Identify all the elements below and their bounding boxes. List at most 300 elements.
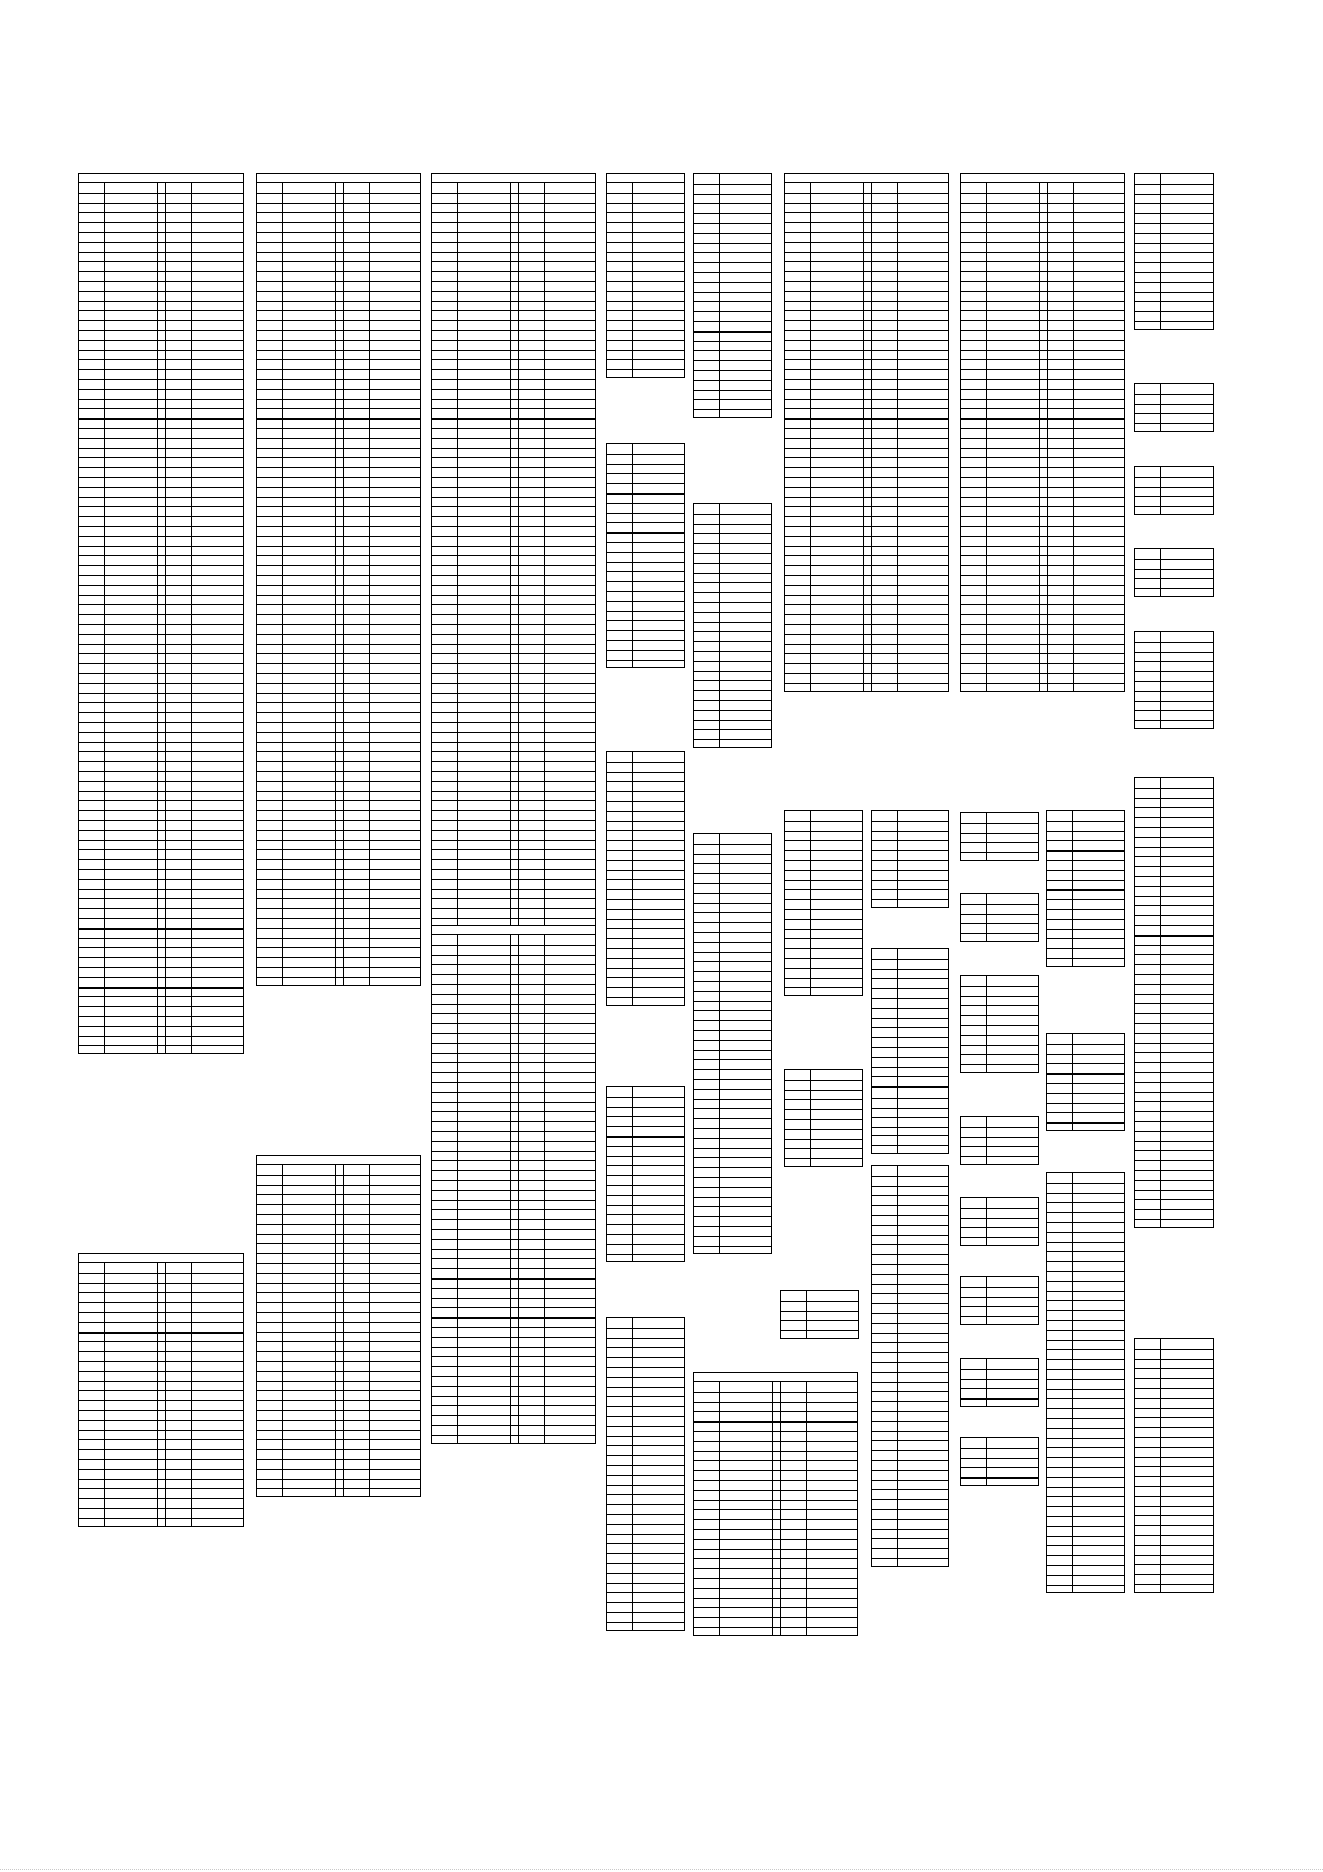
table-row-rule (607, 340, 684, 341)
table-row-rule (1135, 1564, 1213, 1565)
table-row-rule (694, 739, 771, 740)
table-row-rule (1135, 905, 1213, 906)
table-row-rule (1135, 1359, 1213, 1360)
table-row-rule (785, 1119, 862, 1120)
table-row-rule (1135, 1368, 1213, 1369)
table-column-split (157, 183, 158, 1053)
table-row-rule (961, 1005, 1038, 1006)
table-row-rule (872, 1499, 948, 1500)
table-block (784, 173, 949, 692)
table-row-rule (961, 1137, 1038, 1138)
table-row-rule (1135, 404, 1213, 405)
table-row-rule (872, 831, 948, 832)
table-row-rule (1135, 1476, 1213, 1477)
table-row-rule (607, 938, 684, 939)
table-row-rule (785, 958, 862, 959)
table-row-rule (785, 968, 862, 969)
table-row-rule (781, 1301, 858, 1302)
table-block (606, 443, 685, 668)
table-block (1134, 777, 1214, 1228)
table-row-rule (694, 1148, 771, 1149)
table-row-rule (607, 601, 684, 602)
table-row-rule (1135, 1349, 1213, 1350)
table-index-column-rule (1072, 1173, 1073, 1592)
table-row-rule (694, 961, 771, 962)
table-row-rule (1047, 1261, 1124, 1262)
table-row-rule (1135, 964, 1213, 965)
table-row-rule (607, 454, 684, 455)
table-row-rule (872, 1176, 948, 1177)
table-row-rule (1135, 559, 1213, 560)
table-index-column-rule (104, 183, 105, 1053)
table-row-rule (694, 854, 771, 855)
table-row-rule (1047, 1555, 1124, 1556)
table-row-rule (1135, 588, 1213, 589)
table-index-column-rule (544, 935, 545, 1443)
table-row-rule (1135, 652, 1213, 653)
table-row-rule (607, 1136, 684, 1138)
table-row-rule (607, 464, 684, 465)
table-block (431, 173, 596, 986)
table-row-rule (694, 651, 771, 652)
table-row-rule (785, 889, 862, 890)
table-row-rule (694, 321, 771, 322)
table-row-rule (694, 1187, 771, 1188)
table-row-rule (607, 473, 684, 474)
table-row-rule (607, 1347, 684, 1348)
table-row-rule (872, 1018, 948, 1019)
table-row-rule (607, 1214, 684, 1215)
table-row-rule (607, 968, 684, 969)
table-row-rule (872, 1529, 948, 1530)
table-row-rule (872, 978, 948, 979)
table-row-rule (1047, 1467, 1124, 1468)
table-row-rule (1047, 1379, 1124, 1380)
table-row-rule (1135, 578, 1213, 579)
table-index-column-rule (986, 1277, 987, 1324)
table-row-rule (872, 1108, 948, 1109)
table-row-rule (694, 942, 771, 943)
table-row-rule (607, 562, 684, 563)
table-row-rule (607, 1185, 684, 1186)
table-row-rule (1047, 840, 1124, 841)
table-row-rule (961, 1146, 1038, 1147)
table-block (1046, 1033, 1125, 1131)
table-row-rule (961, 1316, 1038, 1317)
table-row-rule (1135, 194, 1213, 195)
table-block (960, 173, 1125, 692)
table-row-rule (961, 1025, 1038, 1026)
table-row-rule (1047, 1369, 1124, 1370)
table-row-rule (1135, 1062, 1213, 1063)
table-row-rule (607, 772, 684, 773)
table-row-rule (1135, 691, 1213, 692)
table-row-rule (1047, 1389, 1124, 1390)
table-row-rule (607, 1602, 684, 1603)
table-row-rule (694, 903, 771, 904)
table-row-rule (1135, 925, 1213, 926)
table-row-rule (607, 977, 684, 978)
table-row-rule (607, 1328, 684, 1329)
table-row-rule (872, 1391, 948, 1392)
table-block (606, 1317, 685, 1631)
table-block (693, 503, 772, 748)
table-row-rule (607, 212, 684, 213)
table-row-rule (785, 987, 862, 988)
table-row-rule (1135, 710, 1213, 711)
table-row-rule (694, 1216, 771, 1217)
table-row-rule (1135, 661, 1213, 662)
table-column-split (165, 1263, 166, 1526)
table-row-rule (781, 1320, 858, 1321)
table-row-rule (607, 1195, 684, 1196)
table-row-rule (961, 1127, 1038, 1128)
table-row-rule (961, 1306, 1038, 1307)
table-header-bar (785, 174, 948, 183)
table-row-rule (607, 522, 684, 523)
table-column-split (157, 1263, 158, 1526)
table-row-rule (694, 292, 771, 293)
table-row-rule (785, 831, 862, 832)
table-row-rule (785, 1109, 862, 1110)
table-row-rule (607, 1612, 684, 1613)
table-row-rule (694, 622, 771, 623)
table-row-rule (1135, 1584, 1213, 1585)
table-column-split (335, 1165, 336, 1496)
table-row-rule (607, 350, 684, 351)
table-row-rule (694, 680, 771, 681)
table-block (1134, 383, 1214, 432)
table-row-rule (961, 1054, 1038, 1055)
table-row-rule (607, 1622, 684, 1623)
table-row-rule (1135, 223, 1213, 224)
table-row-rule (607, 1205, 684, 1206)
table-row-rule (607, 571, 684, 572)
table-row-rule (961, 1237, 1038, 1238)
table-column-split (518, 935, 519, 1443)
table-row-rule (1135, 1199, 1213, 1200)
table-row-rule (607, 958, 684, 959)
table-row-rule (607, 1338, 684, 1339)
table-row-rule (694, 1157, 771, 1158)
table-row-rule (694, 991, 771, 992)
table-row-rule (1135, 856, 1213, 857)
table-row-rule (607, 281, 684, 282)
table-row-rule (872, 880, 948, 881)
page-bottom-dotted-rule (0, 1869, 1323, 1870)
table-row-rule (694, 1118, 771, 1119)
table-header-bar (432, 926, 595, 935)
table-row-rule (1047, 1496, 1124, 1497)
table-row-rule (607, 581, 684, 582)
table-index-column-rule (632, 1318, 633, 1630)
table-block (960, 975, 1039, 1073)
table-block (1134, 173, 1214, 330)
table-row-rule (961, 1064, 1038, 1065)
table-row-rule (607, 591, 684, 592)
table-row-rule (694, 912, 771, 913)
table-row-rule (1047, 1585, 1124, 1586)
table-row-rule (607, 1514, 684, 1515)
table-row-rule (1047, 1428, 1124, 1429)
table-row-rule (1047, 1340, 1124, 1341)
table-index-column-rule (282, 1165, 283, 1496)
table-block (78, 1253, 244, 1527)
table-block (960, 1197, 1039, 1246)
table-row-rule (1135, 807, 1213, 808)
table-row-rule (872, 1421, 948, 1422)
table-row-rule (872, 1401, 948, 1402)
table-row-rule (1047, 831, 1124, 832)
table-row-rule (694, 1069, 771, 1070)
table-row-rule (694, 1226, 771, 1227)
table-index-column-rule (282, 183, 283, 985)
table-row-rule (1047, 919, 1124, 920)
table-row-rule (607, 271, 684, 272)
table-row-rule (1135, 837, 1213, 838)
table-row-rule (1047, 1330, 1124, 1331)
table-row-rule (1047, 1398, 1124, 1399)
table-row-rule (607, 291, 684, 292)
table-row-rule (872, 1098, 948, 1099)
table-row-rule (1047, 1310, 1124, 1311)
table-row-rule (785, 909, 862, 910)
table-row-rule (694, 252, 771, 253)
table-column-split (772, 1382, 773, 1635)
table-row-rule (694, 194, 771, 195)
table-row-rule (1135, 798, 1213, 799)
table-row-rule (607, 242, 684, 243)
table-row-rule (607, 203, 684, 204)
table-block (693, 1372, 858, 1636)
table-row-rule (694, 563, 771, 564)
table-row-rule (1135, 1033, 1213, 1034)
table-row-rule (1047, 1359, 1124, 1360)
table-block (606, 751, 685, 1006)
table-row-rule (607, 359, 684, 360)
table-header-bar (257, 1156, 420, 1165)
table-row-rule (1135, 1515, 1213, 1516)
table-row-rule (607, 889, 684, 890)
table-row-rule (961, 833, 1038, 834)
table-row-rule (1047, 1063, 1124, 1064)
table-row-rule (607, 483, 684, 484)
table-index-column-rule (369, 1165, 370, 1496)
table-row-rule (1047, 1083, 1124, 1084)
table-row-rule (872, 1548, 948, 1549)
table-row-rule (1135, 1398, 1213, 1399)
table-row-rule (694, 932, 771, 933)
table-row-rule (694, 592, 771, 593)
table-header-bar (961, 174, 1124, 183)
table-row-rule (1135, 788, 1213, 789)
table-row-rule (694, 1177, 771, 1178)
table-row-rule (607, 503, 684, 504)
table-row-rule (1135, 1447, 1213, 1448)
table-row-rule (607, 1254, 684, 1255)
table-row-rule (607, 860, 684, 861)
table-row-rule (607, 630, 684, 631)
table-row-rule (607, 620, 684, 621)
table-index-column-rule (719, 504, 720, 747)
table-row-rule (872, 1235, 948, 1236)
table-row-rule (1047, 1320, 1124, 1321)
table-row-rule (694, 883, 771, 884)
table-row-rule (872, 1008, 948, 1009)
table-column-split (518, 183, 519, 985)
table-column-split (343, 1165, 344, 1496)
table-column-split (1047, 183, 1048, 691)
table-row-rule (694, 729, 771, 730)
table-row-rule (1135, 1408, 1213, 1409)
table-row-rule (694, 893, 771, 894)
table-row-rule (1047, 1232, 1124, 1233)
table-row-rule (607, 1377, 684, 1378)
table-column-split (863, 183, 864, 691)
table-row-rule (872, 1244, 948, 1245)
table-row-rule (1135, 945, 1213, 946)
table-row-rule (1135, 423, 1213, 424)
table-index-column-rule (104, 1263, 105, 1526)
table-row-rule (1135, 1111, 1213, 1112)
table-row-rule (785, 850, 862, 851)
table-row-rule (694, 1246, 771, 1247)
table-row-rule (1047, 1516, 1124, 1517)
table-row-rule (1047, 1073, 1124, 1075)
table-row-rule (872, 1352, 948, 1353)
table-row-rule (1135, 1072, 1213, 1073)
table-row-rule (607, 1396, 684, 1397)
table-row-rule (961, 1035, 1038, 1036)
table-row-rule (872, 1254, 948, 1255)
table-row-rule (785, 880, 862, 881)
table-index-column-rule (1073, 183, 1074, 691)
table-row-rule (1135, 282, 1213, 283)
table-row-rule (1047, 958, 1124, 959)
table-row-rule (694, 720, 771, 721)
table-block (960, 1437, 1039, 1486)
table-row-rule (1135, 1555, 1213, 1556)
table-row-rule (961, 923, 1038, 924)
table-row-rule (694, 233, 771, 234)
table-row-rule (1047, 1242, 1124, 1243)
table-row-rule (694, 533, 771, 534)
table-row-rule (1135, 1082, 1213, 1083)
table-row-rule (607, 1244, 684, 1245)
table-row-rule (1047, 1183, 1124, 1184)
table-row-rule (694, 1020, 771, 1021)
table-index-column-rule (806, 1382, 807, 1635)
table-row-rule (781, 1330, 858, 1331)
table-row-rule (607, 1494, 684, 1495)
table-row-rule (607, 310, 684, 311)
table-row-rule (607, 513, 684, 514)
table-header-bar (607, 174, 684, 183)
table-row-rule (694, 301, 771, 302)
table-row-rule (607, 870, 684, 871)
table-row-rule (694, 543, 771, 544)
table-row-rule (1047, 1251, 1124, 1252)
table-row-rule (1135, 1013, 1213, 1014)
table-row-rule (694, 573, 771, 574)
table-row-rule (1135, 272, 1213, 273)
table-row-rule (694, 612, 771, 613)
table-index-column-rule (457, 183, 458, 985)
table-row-rule (961, 1388, 1038, 1389)
table-row-rule (607, 493, 684, 495)
table-row-rule (1135, 866, 1213, 867)
table-row-rule (607, 928, 684, 929)
table-index-column-rule (986, 1438, 987, 1485)
table-index-column-rule (632, 183, 633, 377)
table-row-rule (607, 1592, 684, 1593)
table-index-column-rule (806, 1291, 807, 1338)
table-row-rule (1135, 1101, 1213, 1102)
table-row-rule (785, 978, 862, 979)
table-row-rule (694, 952, 771, 953)
table-row-rule (1047, 1418, 1124, 1419)
table-row-rule (694, 1236, 771, 1237)
table-row-rule (1135, 1160, 1213, 1161)
table-row-rule (961, 933, 1038, 934)
table-row-rule (872, 1323, 948, 1324)
table-row-rule (607, 1234, 684, 1235)
table-block (960, 893, 1039, 942)
table-row-rule (1135, 184, 1213, 185)
table-row-rule (1135, 1545, 1213, 1546)
table-row-rule (872, 1372, 948, 1373)
table-row-rule (1135, 569, 1213, 570)
table-row-rule (607, 1367, 684, 1368)
table-row-rule (607, 1475, 684, 1476)
table-row-rule (785, 1148, 862, 1149)
table-row-rule (607, 330, 684, 331)
table-row-rule (785, 821, 862, 822)
table-row-rule (694, 1089, 771, 1090)
table-row-rule (961, 852, 1038, 853)
table-row-rule (607, 1107, 684, 1108)
table-row-rule (961, 1287, 1038, 1288)
table-row-rule (872, 1303, 948, 1304)
table-row-rule (961, 914, 1038, 915)
table-block (606, 173, 685, 378)
table-block (960, 1116, 1039, 1165)
table-row-rule (1047, 1281, 1124, 1282)
table-row-rule (607, 1416, 684, 1417)
table-row-rule (694, 1108, 771, 1109)
table-row-rule (607, 1406, 684, 1407)
table-row-rule (1135, 984, 1213, 985)
table-row-rule (961, 1458, 1038, 1459)
table-row-rule (694, 524, 771, 525)
table-row-rule (1047, 889, 1124, 891)
table-index-column-rule (897, 1088, 898, 1135)
table-row-rule (961, 1208, 1038, 1209)
table-index-column-rule (719, 834, 720, 1253)
table-row-rule (1135, 701, 1213, 702)
table-row-rule (785, 1139, 862, 1140)
table-row-rule (607, 1436, 684, 1437)
table-row-rule (694, 370, 771, 371)
table-row-rule (872, 1293, 948, 1294)
table-row-rule (872, 1558, 948, 1559)
table-row-rule (1047, 1487, 1124, 1488)
table-row-rule (872, 1037, 948, 1038)
table-row-rule (1135, 233, 1213, 234)
table-column-split (871, 183, 872, 691)
table-row-rule (607, 660, 684, 661)
table-row-rule (1047, 1300, 1124, 1301)
